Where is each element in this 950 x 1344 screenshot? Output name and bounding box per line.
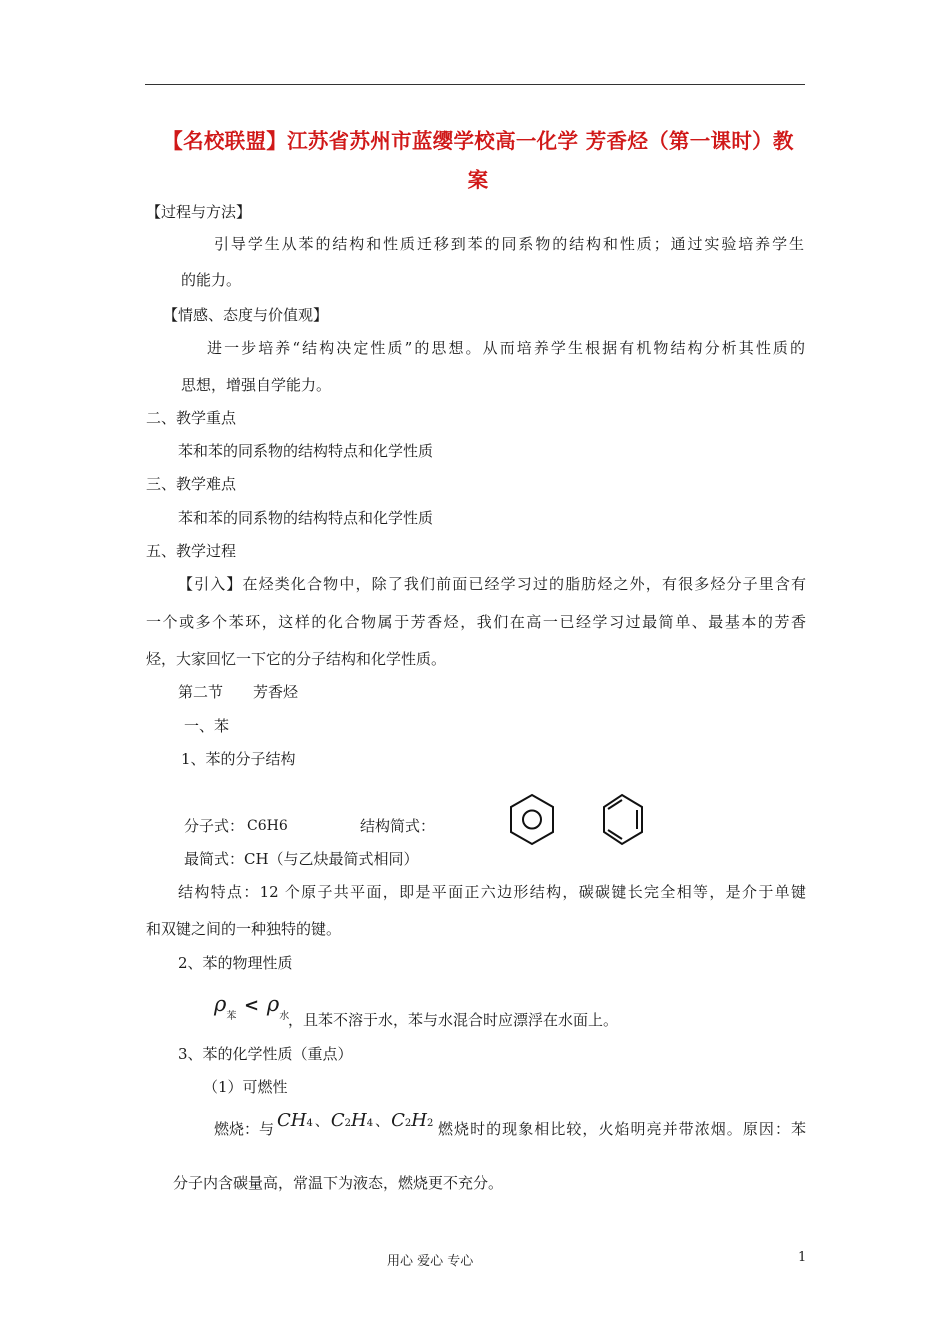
hydrocarbon-formulas (277, 1110, 433, 1131)
ethylene-h: H (351, 1110, 367, 1131)
benzene-ring-circle-diagram (506, 792, 558, 848)
emotion-heading: 【情感、态度与价值观】 (163, 306, 329, 324)
header-rule (145, 84, 805, 85)
acetylene-h: H (411, 1110, 427, 1131)
combustion-prefix: 燃烧：与 (214, 1120, 275, 1138)
rho-symbol: ρ (214, 992, 227, 1016)
section-label: 第二节 (178, 683, 224, 701)
structural-formula-label: 结构简式： (360, 817, 436, 835)
emotion-line2: 思想，增强自学能力。 (181, 376, 332, 394)
difficult-points-heading: 三、教学难点 (146, 475, 237, 493)
emotion-line1: 进一步培养“结构决定性质”的思想。从而培养学生根据有机物结构分析其性质的 (207, 339, 805, 357)
footer-text: 用心 爱心 专心 (387, 1254, 474, 1269)
key-points-heading: 二、教学重点 (146, 409, 237, 427)
separator-2: 、 (375, 1114, 390, 1130)
key-points-text: 苯和苯的同系物的结构特点和化学性质 (178, 442, 434, 460)
ethylene-h-subscript: 4 (366, 1118, 374, 1129)
physical-property-text: ，且苯不溶于水，苯与水混合时应漂浮在水面上。 (288, 1011, 619, 1029)
part1-heading: 一、苯 (184, 717, 230, 735)
rho-water-subscript: 水 (279, 1011, 290, 1022)
acetylene-h-subscript: 2 (426, 1118, 434, 1129)
simplest-formula: 最简式：CH（与乙炔最简式相同） (184, 850, 419, 868)
acetylene-c: C (391, 1110, 405, 1131)
methane-subscript: 4 (306, 1118, 313, 1129)
difficult-points-text: 苯和苯的同系物的结构特点和化学性质 (178, 509, 434, 527)
methane-formula: CH (277, 1110, 307, 1131)
molecular-formula-label: 分子式： (184, 817, 245, 835)
page-number: 1 (798, 1250, 807, 1265)
sub1-heading: （1）可燃性 (203, 1078, 288, 1096)
structure-feature-line2: 和双键之间的一种独特的键。 (146, 920, 342, 938)
ethylene-c-subscript: 2 (344, 1118, 352, 1129)
intro-line2: 一个或多个苯环，这样的化合物属于芳香烃，我们在高一已经学习过最简单、最基本的芳香 (146, 613, 806, 631)
intro-line3: 烃，大家回忆一下它的分子结构和化学性质。 (146, 650, 447, 668)
process-heading: 五、教学过程 (146, 542, 237, 560)
rho-benzene-subscript: 苯 (226, 1011, 237, 1022)
item2-heading: 2、苯的物理性质 (178, 954, 293, 972)
molecular-formula-value: C6H6 (247, 818, 288, 834)
process-method-line2: 的能力。 (181, 271, 242, 289)
density-comparison (214, 992, 290, 1022)
rho-symbol-2: ρ (266, 992, 280, 1016)
intro-line1: 【引入】在烃类化合物中，除了我们前面已经学习过的脂肪烃之外，有很多烃分子里含有 (178, 575, 806, 593)
document-title-line2: 案 (467, 168, 489, 192)
item1-heading: 1、苯的分子结构 (181, 750, 296, 768)
less-than-sign: < (244, 995, 260, 1016)
benzene-kekule-diagram (600, 792, 650, 848)
acetylene-c-subscript: 2 (404, 1118, 412, 1129)
structure-feature-line1: 结构特点：12 个原子共平面，即是平面正六边形结构，碳碳键长完全相等，是介于单键 (178, 883, 806, 901)
separator-1: 、 (314, 1114, 329, 1130)
combustion-line2: 分子内含碳量高，常温下为液态，燃烧更不充分。 (173, 1174, 504, 1192)
process-method-line1: 引导学生从苯的结构和性质迁移到苯的同系物的结构和性质；通过实验培养学生 (214, 235, 804, 253)
process-method-heading: 【过程与方法】 (146, 203, 252, 221)
document-title-line1: 【名校联盟】江苏省苏州市蓝缨学校高一化学 芳香烃（第一课时）教 (162, 129, 794, 153)
item3-heading: 3、苯的化学性质（重点） (178, 1045, 353, 1063)
ethylene-c: C (330, 1110, 345, 1131)
combustion-text: 燃烧时的现象相比较，火焰明亮并带浓烟。原因：苯 (438, 1120, 806, 1138)
section-title: 芳香烃 (253, 683, 299, 701)
